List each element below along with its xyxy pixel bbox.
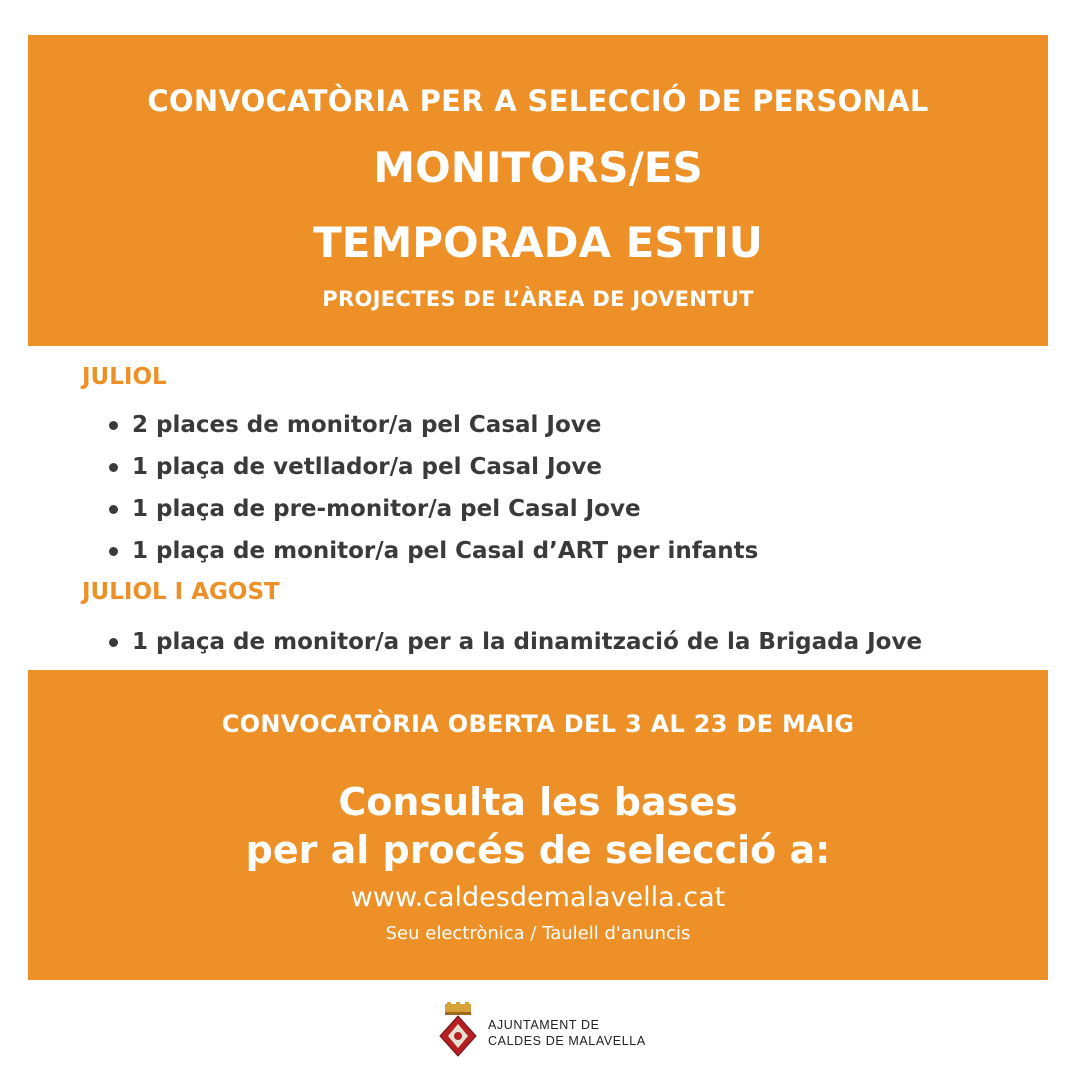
section-heading-juliol: JULIOL [82, 364, 167, 390]
list-juliol [106, 410, 758, 578]
consult-text: Consulta les bases per al procés de selecció a: [245, 780, 831, 872]
logo-line1: AJUNTAMENT DE [488, 1018, 600, 1032]
list-item: 1 plaça de monitor/a pel Casal d’ART per infants [106, 536, 758, 578]
website-path: Seu electrònica / Taulell d'anuncis [385, 923, 691, 944]
bullet-icon [109, 505, 118, 514]
coat-of-arms-icon [438, 1002, 478, 1058]
header-title: CONVOCATÒRIA PER A SELECCIÓ DE PERSONAL [147, 84, 929, 118]
list-item: 1 plaça de vetllador/a pel Casal Jove [106, 452, 758, 494]
list-item: 1 plaça de monitor/a per a la dinamització de la Brigada Jove [106, 627, 922, 669]
bullet-icon [109, 463, 118, 472]
bullet-icon [109, 547, 118, 556]
footer-panel [28, 670, 1048, 980]
section-heading-juliol-agost: JULIOL I AGOST [82, 579, 280, 605]
bullet-icon [109, 421, 118, 430]
bullet-icon [109, 638, 118, 647]
header-panel [28, 35, 1048, 346]
logo-line2: CALDES DE MALAVELLA [488, 1034, 646, 1048]
header-role: MONITORS/ES [373, 143, 703, 192]
list-item: 1 plaça de pre-monitor/a pel Casal Jove [106, 494, 758, 536]
website-link[interactable]: www.caldesdemalavella.cat [350, 882, 726, 913]
list-item: 2 places de monitor/a pel Casal Jove [106, 410, 758, 452]
municipality-logo [438, 1000, 658, 1060]
header-subtitle: PROJECTES DE L’ÀREA DE JOVENTUT [322, 287, 754, 311]
header-season: TEMPORADA ESTIU [313, 218, 763, 267]
list-juliol-agost [106, 627, 922, 669]
open-dates: CONVOCATÒRIA OBERTA DEL 3 AL 23 DE MAIG [221, 710, 855, 738]
